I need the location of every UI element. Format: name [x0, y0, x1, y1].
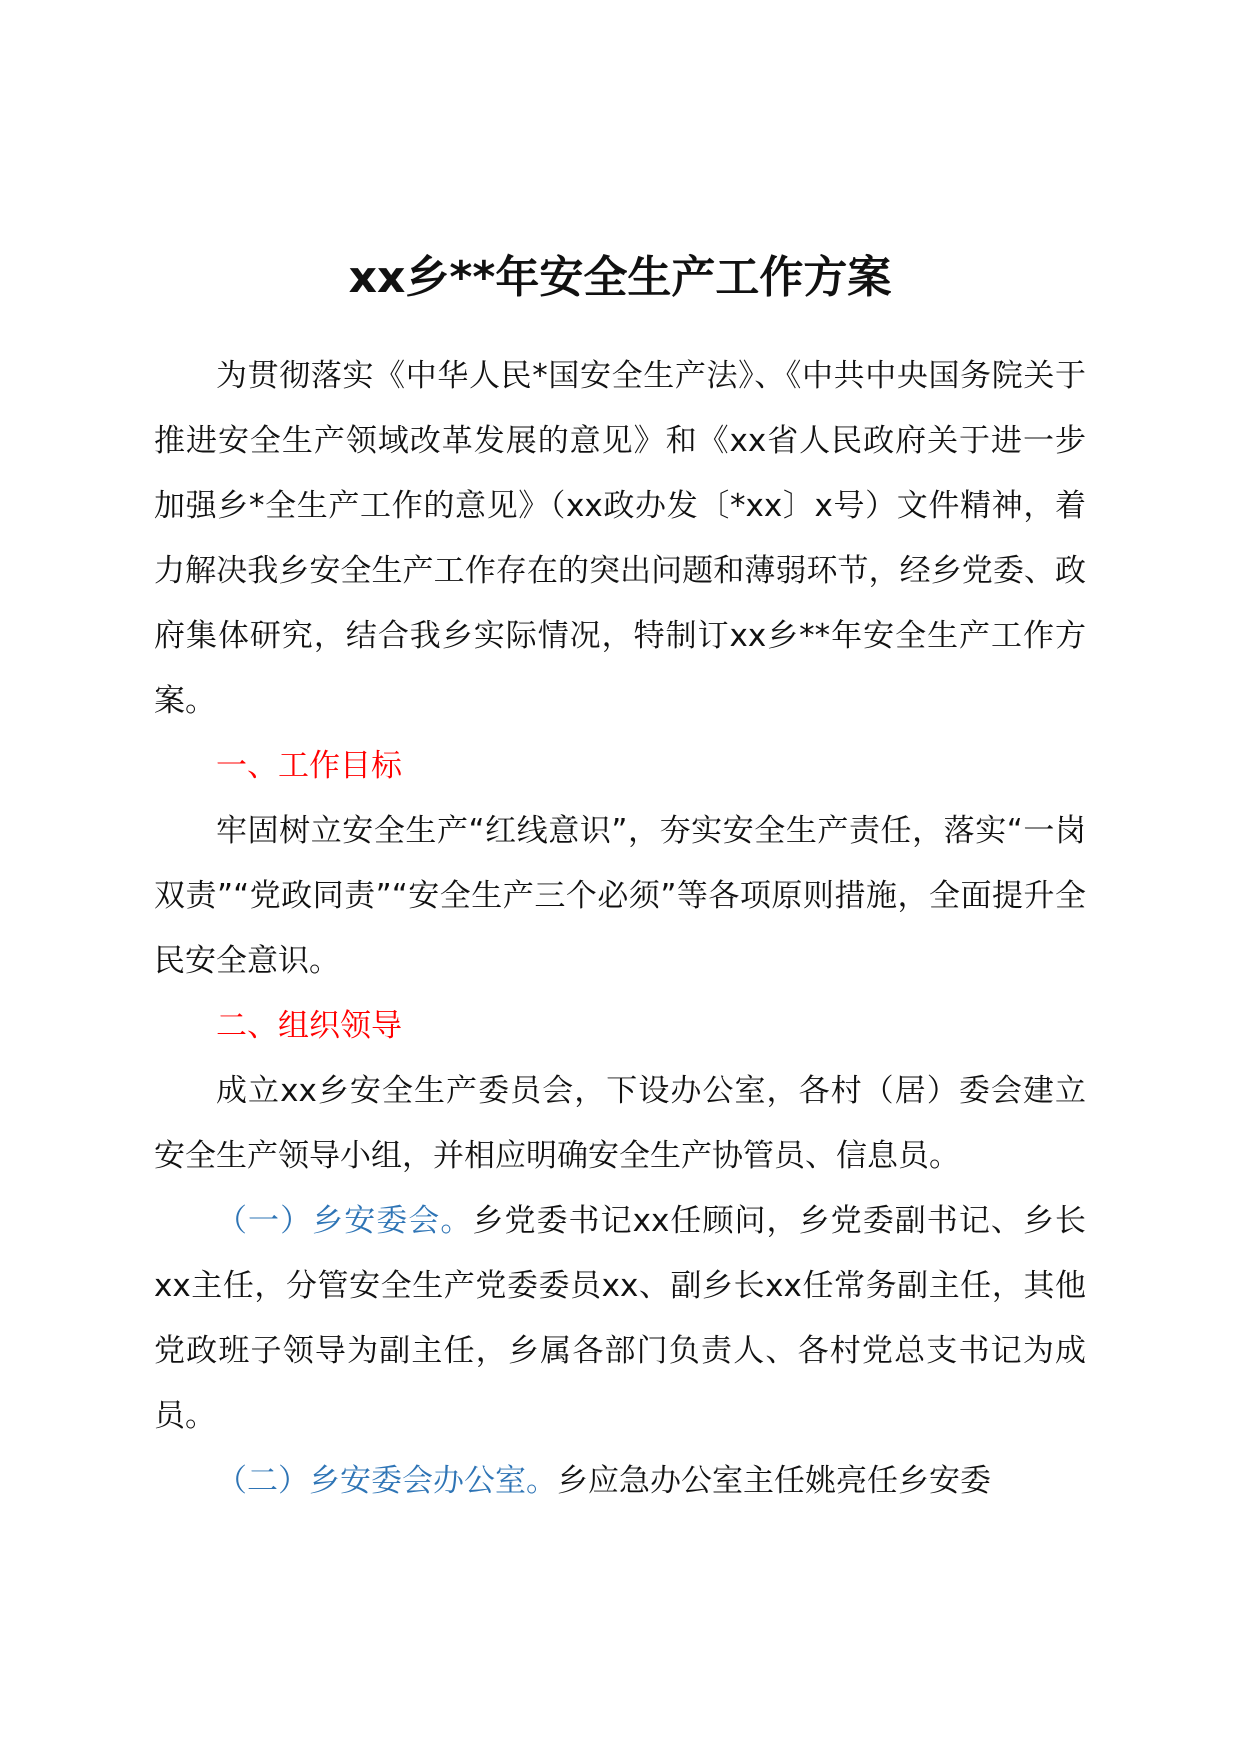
- document-title: xx乡**年安全生产工作方案: [348, 252, 892, 303]
- committee-text: 乡党委书记xx任顾问，乡党委副书记、乡长xx主任，分管安全生产党委委员xx、副乡长xx任常务副主任，其他党政班子领导为副主任，乡属各部门负责人、各村党总支书记为成员。: [154, 1203, 1086, 1434]
- leadership-paragraph: 成立xx乡安全生产委员会，下设办公室，各村（居）委会建立安全生产领导小组，并相应明确安全生产协管员、信息员。: [154, 1073, 1086, 1174]
- office-paragraph: [154, 1449, 1086, 1514]
- office-label: （二）乡安委会办公室。: [216, 1463, 557, 1499]
- goals-paragraph: 牢固树立安全生产“红线意识”，夯实安全生产责任，落实“一岗双责”“党政同责”“安全生产三个必须”等各项原则措施，全面提升全民安全意识。: [154, 813, 1086, 979]
- committee-label: （一）乡安委会。: [216, 1203, 473, 1239]
- office-text: 乡应急办公室主任姚亮任乡安委: [557, 1463, 991, 1499]
- section-heading-goals: 一、工作目标: [216, 748, 402, 784]
- committee-paragraph: [154, 1189, 1086, 1449]
- intro-paragraph: 为贯彻落实《中华人民*国安全生产法》、《中共中央国务院关于推进安全生产领域改革发展的意见》和《xx省人民政府关于进一步加强乡*全生产工作的意见》（xx政办发〔*xx〕x号）文件精神，着力解决我乡安全生产工作存在的突出问题和薄弱环节，经乡党委、政府集体研究，结合我乡实际情况，特制订xx乡**年安全生产工作方案。: [154, 358, 1086, 719]
- document-body: [154, 344, 1086, 1514]
- section-heading-leadership: 二、组织领导: [216, 1008, 402, 1044]
